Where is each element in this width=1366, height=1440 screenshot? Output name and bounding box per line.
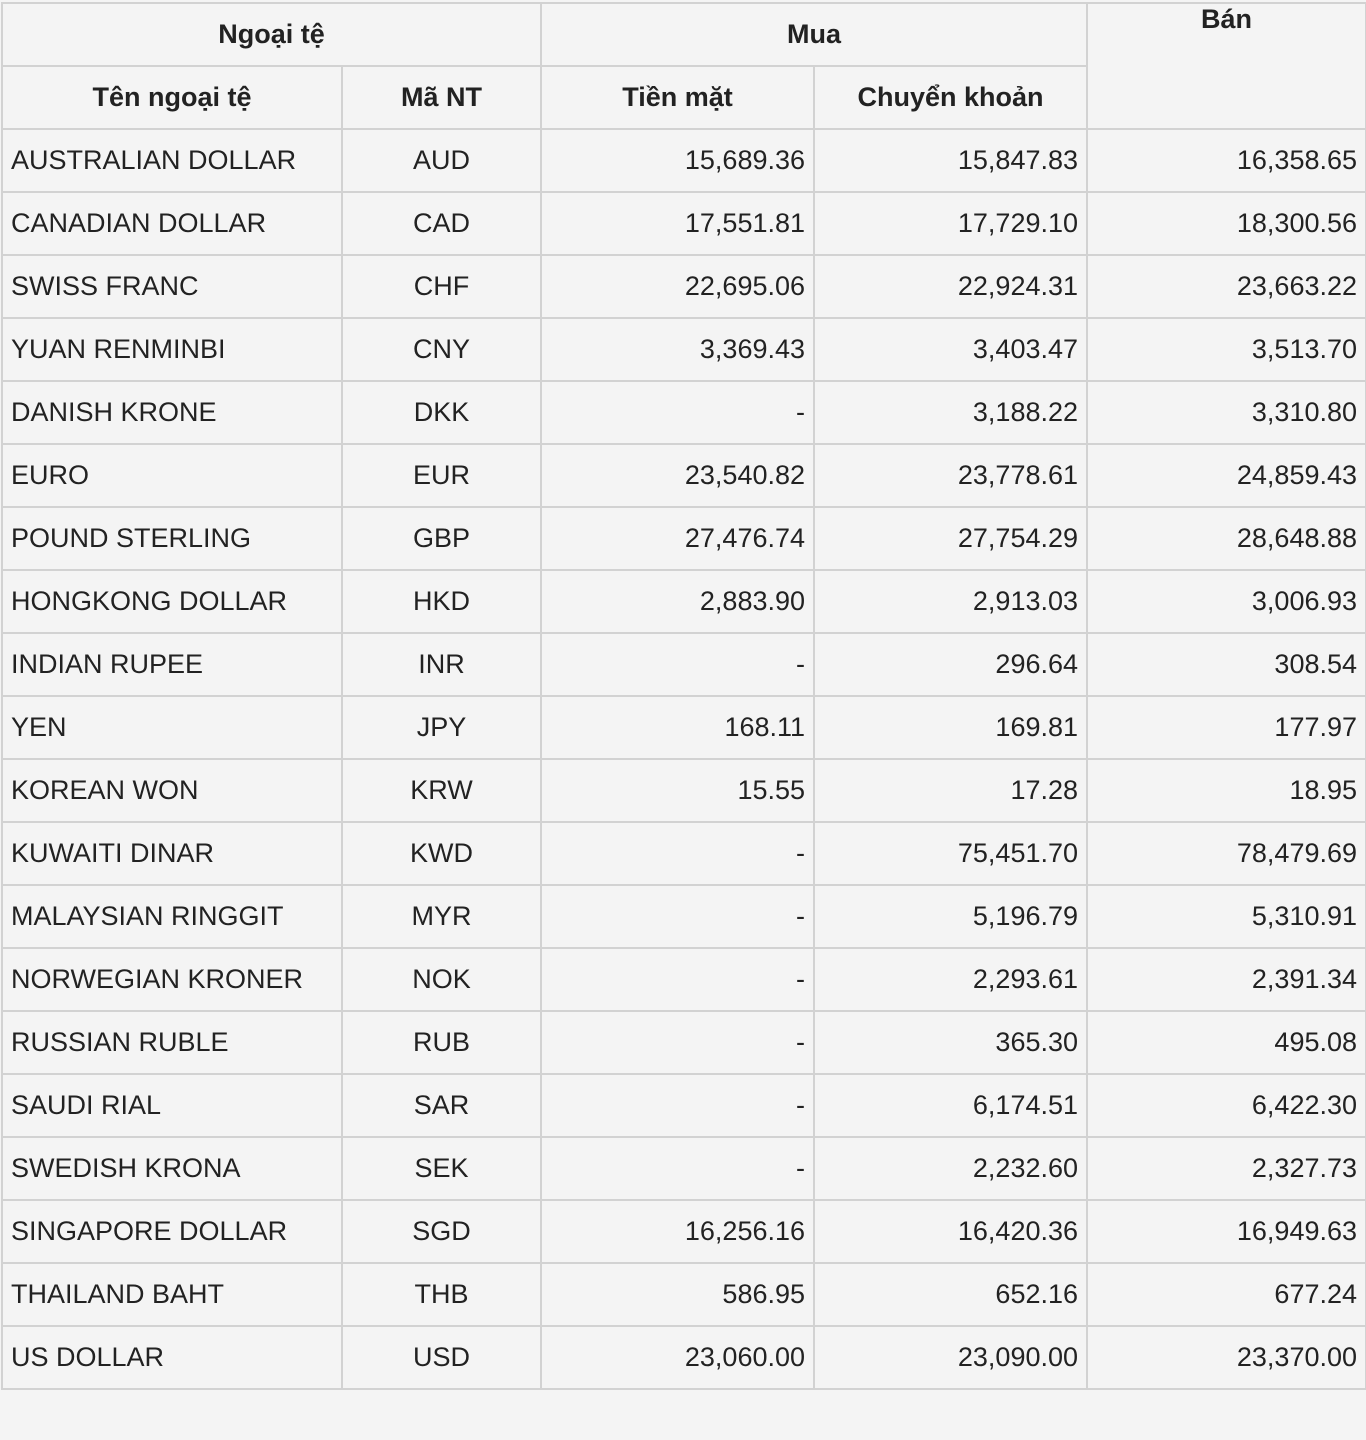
table-row xyxy=(2,759,1366,822)
currency-name: DANISH KRONE xyxy=(2,381,342,444)
buy-transfer-rate: 16,420.36 xyxy=(814,1200,1087,1263)
sell-rate: 308.54 xyxy=(1087,633,1366,696)
currency-code: INR xyxy=(342,633,541,696)
exchange-rate-table xyxy=(1,2,1366,1390)
table-row xyxy=(2,507,1366,570)
table-row xyxy=(2,1137,1366,1200)
buy-transfer-rate: 2,913.03 xyxy=(814,570,1087,633)
currency-name: HONGKONG DOLLAR xyxy=(2,570,342,633)
currency-code: CNY xyxy=(342,318,541,381)
sell-rate: 3,006.93 xyxy=(1087,570,1366,633)
table-row xyxy=(2,633,1366,696)
currency-code: HKD xyxy=(342,570,541,633)
table-row xyxy=(2,444,1366,507)
currency-code: THB xyxy=(342,1263,541,1326)
table-row xyxy=(2,318,1366,381)
buy-cash-rate: - xyxy=(541,885,814,948)
buy-cash-rate: 27,476.74 xyxy=(541,507,814,570)
currency-name: YEN xyxy=(2,696,342,759)
buy-cash-rate: 16,256.16 xyxy=(541,1200,814,1263)
currency-code: AUD xyxy=(342,129,541,192)
currency-code: SEK xyxy=(342,1137,541,1200)
currency-code: SGD xyxy=(342,1200,541,1263)
sell-rate: 18,300.56 xyxy=(1087,192,1366,255)
currency-code: CHF xyxy=(342,255,541,318)
table-row xyxy=(2,255,1366,318)
buy-cash-rate: 23,540.82 xyxy=(541,444,814,507)
buy-transfer-rate: 3,188.22 xyxy=(814,381,1087,444)
sell-rate: 677.24 xyxy=(1087,1263,1366,1326)
currency-name: POUND STERLING xyxy=(2,507,342,570)
buy-cash-rate: - xyxy=(541,822,814,885)
currency-name: YUAN RENMINBI xyxy=(2,318,342,381)
table-row xyxy=(2,1263,1366,1326)
currency-code: KRW xyxy=(342,759,541,822)
currency-code: EUR xyxy=(342,444,541,507)
currency-name: KUWAITI DINAR xyxy=(2,822,342,885)
buy-cash-rate: 17,551.81 xyxy=(541,192,814,255)
currency-name: CANADIAN DOLLAR xyxy=(2,192,342,255)
sell-rate: 16,358.65 xyxy=(1087,129,1366,192)
currency-name: SAUDI RIAL xyxy=(2,1074,342,1137)
currency-name: US DOLLAR xyxy=(2,1326,342,1389)
header-row-groups xyxy=(2,3,1366,66)
currency-name: SWEDISH KRONA xyxy=(2,1137,342,1200)
buy-transfer-rate: 23,090.00 xyxy=(814,1326,1087,1389)
buy-transfer-rate: 27,754.29 xyxy=(814,507,1087,570)
buy-transfer-rate: 2,293.61 xyxy=(814,948,1087,1011)
table-row xyxy=(2,1074,1366,1137)
currency-code: CAD xyxy=(342,192,541,255)
buy-cash-rate: - xyxy=(541,1074,814,1137)
header-ngoai-te: Ngoại tệ xyxy=(2,3,541,66)
buy-cash-rate: - xyxy=(541,381,814,444)
currency-name: SINGAPORE DOLLAR xyxy=(2,1200,342,1263)
buy-transfer-rate: 652.16 xyxy=(814,1263,1087,1326)
sell-rate: 3,513.70 xyxy=(1087,318,1366,381)
buy-transfer-rate: 17.28 xyxy=(814,759,1087,822)
buy-transfer-rate: 23,778.61 xyxy=(814,444,1087,507)
buy-cash-rate: - xyxy=(541,948,814,1011)
buy-cash-rate: 2,883.90 xyxy=(541,570,814,633)
buy-transfer-rate: 17,729.10 xyxy=(814,192,1087,255)
table-row xyxy=(2,129,1366,192)
buy-cash-rate: - xyxy=(541,1011,814,1074)
buy-transfer-rate: 2,232.60 xyxy=(814,1137,1087,1200)
currency-name: SWISS FRANC xyxy=(2,255,342,318)
buy-transfer-rate: 15,847.83 xyxy=(814,129,1087,192)
buy-cash-rate: 168.11 xyxy=(541,696,814,759)
header-ban: Bán xyxy=(1087,3,1366,129)
table-row xyxy=(2,381,1366,444)
currency-name: RUSSIAN RUBLE xyxy=(2,1011,342,1074)
sell-rate: 23,370.00 xyxy=(1087,1326,1366,1389)
buy-cash-rate: 15,689.36 xyxy=(541,129,814,192)
header-chuyen-khoan: Chuyển khoản xyxy=(814,66,1087,129)
sell-rate: 24,859.43 xyxy=(1087,444,1366,507)
currency-code: JPY xyxy=(342,696,541,759)
table-row xyxy=(2,1326,1366,1389)
table-row xyxy=(2,192,1366,255)
sell-rate: 2,327.73 xyxy=(1087,1137,1366,1200)
currency-name: INDIAN RUPEE xyxy=(2,633,342,696)
header-mua: Mua xyxy=(541,3,1087,66)
sell-rate: 6,422.30 xyxy=(1087,1074,1366,1137)
sell-rate: 2,391.34 xyxy=(1087,948,1366,1011)
table-row xyxy=(2,696,1366,759)
buy-transfer-rate: 75,451.70 xyxy=(814,822,1087,885)
buy-transfer-rate: 3,403.47 xyxy=(814,318,1087,381)
buy-cash-rate: 23,060.00 xyxy=(541,1326,814,1389)
sell-rate: 78,479.69 xyxy=(1087,822,1366,885)
buy-transfer-rate: 365.30 xyxy=(814,1011,1087,1074)
sell-rate: 177.97 xyxy=(1087,696,1366,759)
buy-cash-rate: 586.95 xyxy=(541,1263,814,1326)
sell-rate: 495.08 xyxy=(1087,1011,1366,1074)
table-row xyxy=(2,822,1366,885)
header-ten-ngoai-te: Tên ngoại tệ xyxy=(2,66,342,129)
currency-name: NORWEGIAN KRONER xyxy=(2,948,342,1011)
currency-name: KOREAN WON xyxy=(2,759,342,822)
table-row xyxy=(2,948,1366,1011)
buy-cash-rate: 3,369.43 xyxy=(541,318,814,381)
currency-name: EURO xyxy=(2,444,342,507)
sell-rate: 5,310.91 xyxy=(1087,885,1366,948)
sell-rate: 18.95 xyxy=(1087,759,1366,822)
currency-name: THAILAND BAHT xyxy=(2,1263,342,1326)
buy-cash-rate: - xyxy=(541,633,814,696)
currency-code: USD xyxy=(342,1326,541,1389)
currency-code: GBP xyxy=(342,507,541,570)
buy-transfer-rate: 296.64 xyxy=(814,633,1087,696)
buy-cash-rate: 15.55 xyxy=(541,759,814,822)
sell-rate: 3,310.80 xyxy=(1087,381,1366,444)
header-tien-mat: Tiền mặt xyxy=(541,66,814,129)
buy-cash-rate: - xyxy=(541,1137,814,1200)
sell-rate: 28,648.88 xyxy=(1087,507,1366,570)
currency-code: KWD xyxy=(342,822,541,885)
buy-transfer-rate: 5,196.79 xyxy=(814,885,1087,948)
currency-code: NOK xyxy=(342,948,541,1011)
table-row xyxy=(2,1200,1366,1263)
table-row xyxy=(2,570,1366,633)
table-row xyxy=(2,1011,1366,1074)
rate-rows xyxy=(2,129,1366,1389)
header-ma-nt: Mã NT xyxy=(342,66,541,129)
buy-cash-rate: 22,695.06 xyxy=(541,255,814,318)
currency-name: AUSTRALIAN DOLLAR xyxy=(2,129,342,192)
currency-code: RUB xyxy=(342,1011,541,1074)
sell-rate: 23,663.22 xyxy=(1087,255,1366,318)
currency-code: DKK xyxy=(342,381,541,444)
currency-code: MYR xyxy=(342,885,541,948)
currency-name: MALAYSIAN RINGGIT xyxy=(2,885,342,948)
sell-rate: 16,949.63 xyxy=(1087,1200,1366,1263)
buy-transfer-rate: 22,924.31 xyxy=(814,255,1087,318)
buy-transfer-rate: 6,174.51 xyxy=(814,1074,1087,1137)
table-row xyxy=(2,885,1366,948)
currency-code: SAR xyxy=(342,1074,541,1137)
buy-transfer-rate: 169.81 xyxy=(814,696,1087,759)
